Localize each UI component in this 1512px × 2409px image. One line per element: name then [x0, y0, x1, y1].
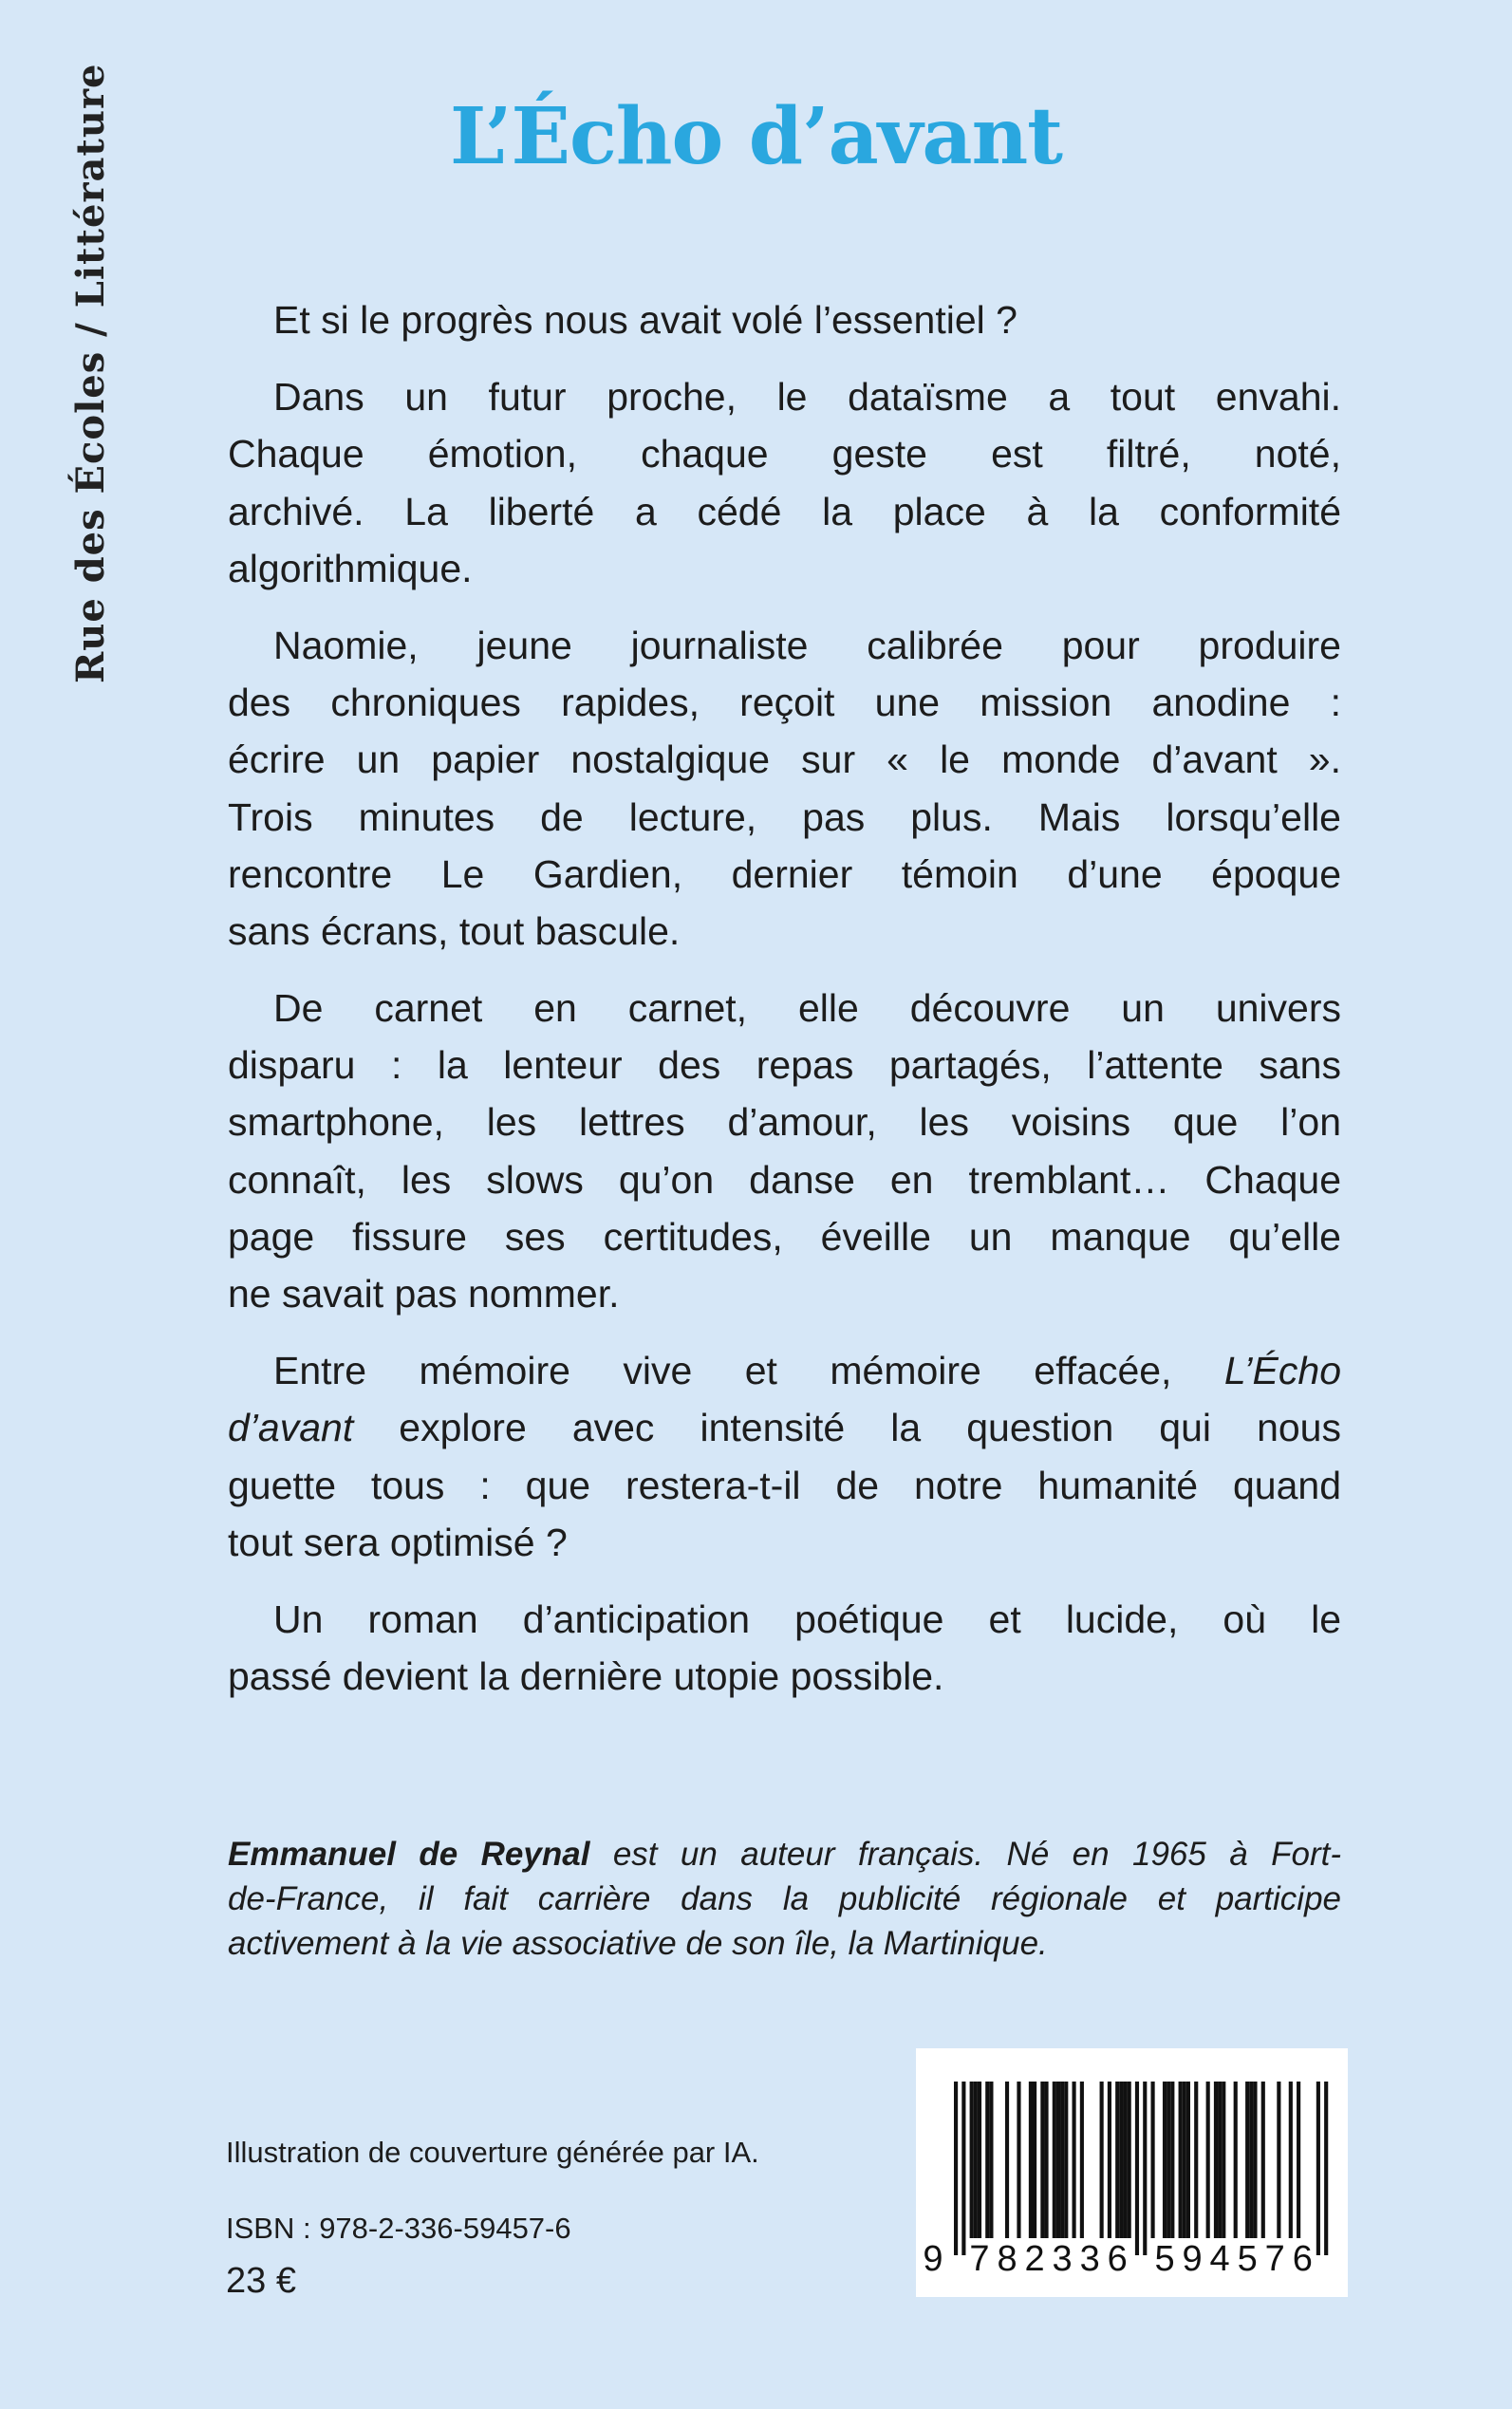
barcode-digit: 9 [923, 2239, 943, 2279]
text-line: Chaque émotion, chaque geste est filtré, noté, [228, 432, 1341, 476]
author-name: Emmanuel de Reynal [228, 1836, 590, 1873]
text-line: Trois minutes de lecture, pas plus. Mais lorsqu’elle [228, 794, 1341, 839]
text-line: Dans un futur proche, le dataïsme a tout envahi. [273, 375, 1341, 420]
paragraph [228, 1591, 1341, 1705]
barcode-bar [1044, 2082, 1048, 2238]
barcode-digit: 9 [1182, 2239, 1203, 2279]
title-reference: d’avant [228, 1406, 354, 1450]
barcode-bar [1064, 2082, 1068, 2238]
barcode-bar [1245, 2082, 1249, 2238]
barcode-bar [1053, 2082, 1056, 2238]
barcode-bar [1277, 2082, 1280, 2238]
text-line: Et si le progrès nous avait volé l’essentiel ? [273, 298, 1017, 342]
text-line: des chroniques rapides, reçoit une mission anodine : [228, 681, 1341, 725]
barcode-digit: 6 [1107, 2239, 1128, 2279]
text-line [228, 1342, 1341, 1399]
barcode-bar [1080, 2082, 1084, 2238]
barcode-bar [1194, 2082, 1198, 2238]
barcode-bar [1073, 2082, 1076, 2238]
text: explore avec intensité la question qui nous [353, 1406, 1341, 1450]
barcode-bar [1040, 2082, 1044, 2238]
barcode-digit: 6 [1292, 2239, 1313, 2279]
barcode-bar [1108, 2082, 1111, 2238]
text-line: sans écrans, tout bascule. [228, 908, 681, 953]
price: 23 € [226, 2261, 296, 2301]
barcode-bar [1186, 2082, 1190, 2238]
barcode-bar [970, 2082, 974, 2238]
barcode-bar [1183, 2082, 1186, 2238]
illustration-credit: Illustration de couverture générée par IA. [226, 2136, 759, 2169]
barcode-digit: 3 [1052, 2239, 1073, 2279]
text-line [228, 1832, 1341, 1877]
book-title: L’Écho d’avant [449, 91, 1063, 182]
text: est un auteur français. Né en 1965 à Fort- [589, 1836, 1341, 1873]
text-line: écrire un papier nostalgique sur « le monde d’avant ». [228, 738, 1341, 782]
barcode-bar [974, 2082, 978, 2238]
paragraph [228, 1342, 1341, 1571]
text-line: passé devient la dernière utopie possible. [228, 1654, 944, 1699]
barcode-bar [1060, 2082, 1064, 2238]
barcode-bar [1179, 2082, 1183, 2238]
text-line: connaît, les slows qu’on danse en tremblant… Chaque [228, 1157, 1341, 1202]
barcode-bar [1222, 2082, 1225, 2238]
text-line: ne savait pas nommer. [228, 1272, 620, 1316]
text-line [228, 1399, 1341, 1456]
isbn: ISBN : 978-2-336-59457-6 [226, 2212, 571, 2245]
barcode-digit: 5 [1154, 2239, 1175, 2279]
text-line: archivé. La liberté a cédé la place à la conformité [228, 489, 1341, 533]
barcode-bar [1316, 2082, 1320, 2255]
spine-collection-label: Rue des Écoles / Littérature [68, 63, 113, 683]
author-bio [228, 1832, 1341, 1966]
barcode-bar [1151, 2082, 1155, 2238]
barcode-bar [1100, 2082, 1104, 2238]
barcode-bar [1261, 2082, 1265, 2238]
blurb [228, 291, 1341, 1725]
barcode-digit: 4 [1209, 2239, 1230, 2279]
barcode-bar [1234, 2082, 1238, 2238]
text-line: disparu : la lenteur des repas partagés, l’attente sans [228, 1043, 1341, 1088]
text-line: Naomie, jeune journaliste calibrée pour produire [273, 623, 1341, 667]
barcode-bar [1324, 2082, 1328, 2255]
barcode-digit: 7 [969, 2239, 990, 2279]
barcode-bar [989, 2082, 993, 2238]
text-line: algorithmique. [228, 546, 473, 590]
barcode-bar [1005, 2082, 1009, 2238]
barcode [916, 2048, 1348, 2297]
barcode-bar [1218, 2082, 1222, 2238]
text-line: De carnet en carnet, elle découvre un univers [273, 986, 1341, 1031]
barcode-bar [1029, 2082, 1033, 2238]
title-reference: L’Écho [1223, 1349, 1341, 1393]
paragraph [228, 368, 1341, 597]
barcode-bar [985, 2082, 989, 2238]
barcode-bar [1017, 2082, 1020, 2238]
text-line: rencontre Le Gardien, dernier témoin d’une époque [228, 851, 1341, 896]
barcode-bar [1206, 2082, 1210, 2238]
text-line: de-France, il fait carrière dans la publicité régionale et participe [228, 1880, 1341, 1917]
text: Entre mémoire vive et mémoire effacée, [273, 1349, 1224, 1393]
barcode-digit: 8 [997, 2239, 1017, 2279]
barcode-bar [1170, 2082, 1174, 2238]
text-line: page fissure ses certitudes, éveille un manque qu’elle [228, 1214, 1341, 1259]
barcode-bar [1253, 2082, 1257, 2238]
barcode-bar [1289, 2082, 1293, 2238]
barcode-digit: 3 [1079, 2239, 1100, 2279]
paragraph [228, 617, 1341, 960]
barcode-bar [1056, 2082, 1060, 2238]
barcode-bar [1297, 2082, 1300, 2238]
text-line: activement à la vie associative de son île, la Martinique. [228, 1925, 1048, 1962]
barcode-bar [1128, 2082, 1131, 2238]
barcode-bar [1115, 2082, 1119, 2238]
barcode-bar [954, 2082, 958, 2255]
barcode-digit: 7 [1264, 2239, 1285, 2279]
barcode-graphic [916, 2048, 1348, 2297]
barcode-bar [1119, 2082, 1123, 2238]
text-line: Un roman d’anticipation poétique et lucide, où le [273, 1597, 1341, 1641]
paragraph [228, 980, 1341, 1322]
barcode-bar [1143, 2082, 1147, 2255]
barcode-bar [1214, 2082, 1218, 2238]
text-line: smartphone, les lettres d’amour, les voisins que l’on [228, 1100, 1341, 1145]
paragraph [228, 291, 1341, 348]
barcode-bar [978, 2082, 981, 2238]
barcode-bar [1167, 2082, 1170, 2238]
barcode-bar [1163, 2082, 1167, 2238]
text-line: guette tous : que restera-t-il de notre humanité quand [228, 1463, 1341, 1507]
barcode-bar [1135, 2082, 1139, 2255]
barcode-bar [961, 2082, 965, 2255]
text-line: tout sera optimisé ? [228, 1520, 568, 1564]
barcode-bar [1033, 2082, 1036, 2238]
barcode-bar [1123, 2082, 1127, 2238]
barcode-digit: 2 [1024, 2239, 1045, 2279]
barcode-bar [1249, 2082, 1253, 2238]
barcode-digit: 5 [1237, 2239, 1258, 2279]
